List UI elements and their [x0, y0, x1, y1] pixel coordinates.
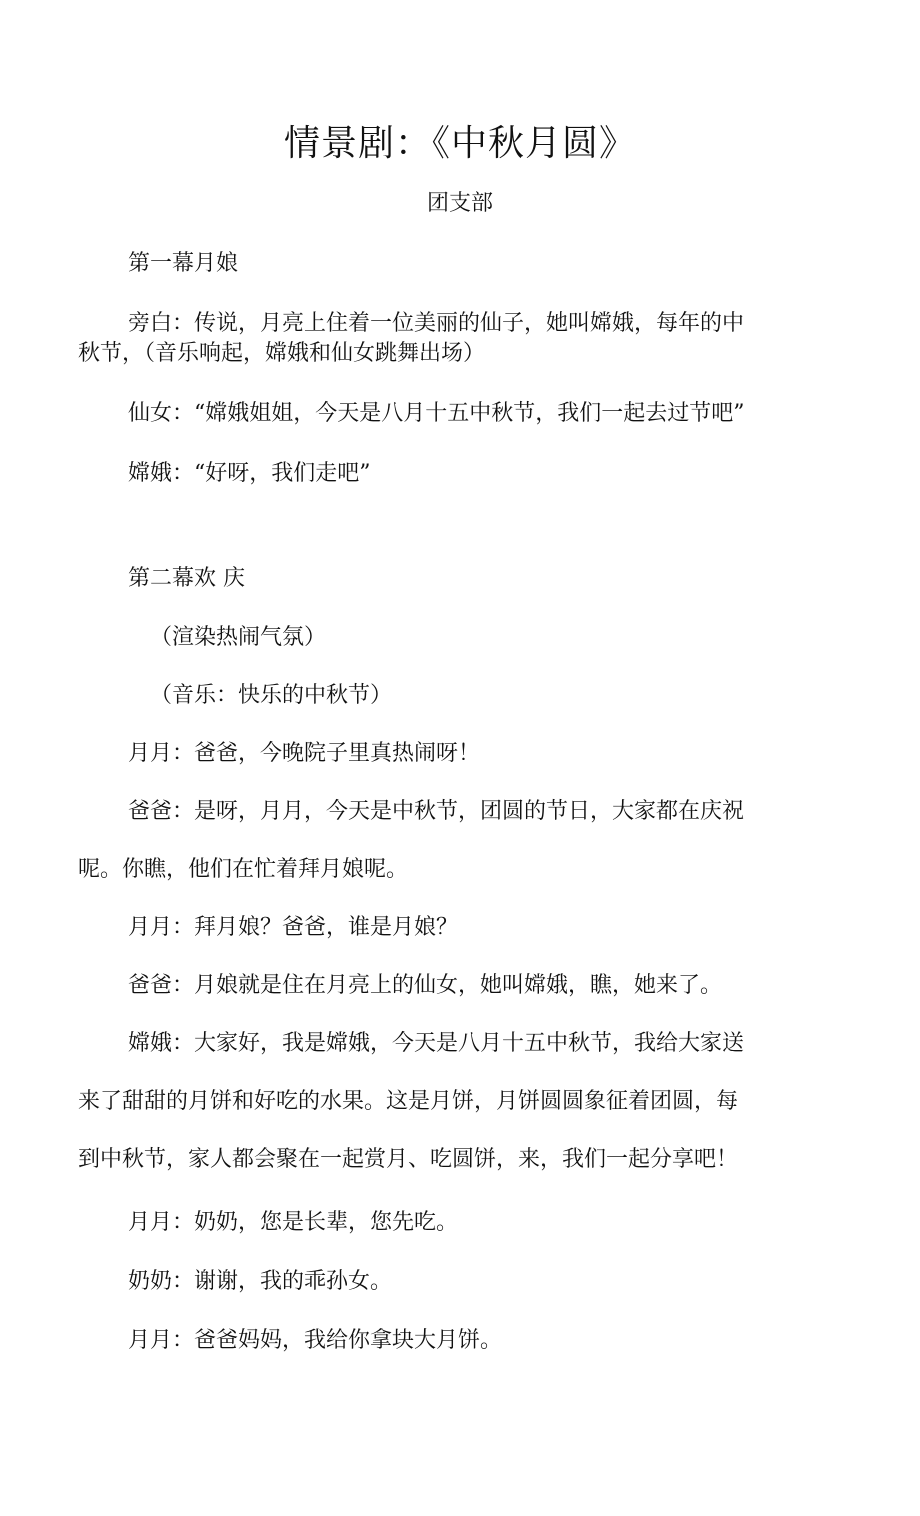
paragraph-line: 旁白：传说，月亮上住着一位美丽的仙子，她叫嫦娥，每年的中	[128, 311, 745, 336]
paragraph-line: 嫦娥：“好呀，我们走吧”	[128, 461, 371, 486]
paragraph-line: 爸爸：是呀，月月，今天是中秋节，团圆的节日，大家都在庆祝	[128, 799, 745, 824]
paragraph-line: 月月：奶奶，您是长辈，您先吃。	[128, 1210, 459, 1235]
paragraph-line: 月月：拜月娘？爸爸，谁是月娘？	[128, 915, 459, 940]
paragraph-line: 仙女：“嫦娥姐姐，今天是八月十五中秋节，我们一起去过节吧”	[128, 401, 745, 426]
document-author: 团支部	[426, 191, 493, 216]
act-heading: 第一幕月娘	[128, 251, 239, 276]
paragraph-line: 秋节，（音乐响起，嫦娥和仙女跳舞出场）	[78, 341, 486, 366]
paragraph-line: 月月：爸爸妈妈，我给你拿块大月饼。	[128, 1328, 503, 1353]
stage-direction: （渲染热闹气氛）	[150, 625, 327, 650]
paragraph-line: 月月：爸爸，今晚院子里真热闹呀！	[128, 741, 481, 766]
paragraph-line: 嫦娥：大家好，我是嫦娥，今天是八月十五中秋节，我给大家送	[128, 1031, 745, 1056]
paragraph-line: 到中秋节，家人都会聚在一起赏月、吃圆饼，来，我们一起分享吧！	[78, 1147, 739, 1172]
paragraph-line: 爸爸：月娘就是住在月亮上的仙女，她叫嫦娥，瞧，她来了。	[128, 973, 723, 998]
document-title: 情景剧：《中秋月圆》	[283, 123, 636, 164]
stage-direction: （音乐：快乐的中秋节）	[150, 683, 393, 708]
paragraph-line: 奶奶：谢谢，我的乖孙女。	[128, 1269, 393, 1294]
paragraph-line: 来了甜甜的月饼和好吃的水果。这是月饼，月饼圆圆象征着团圆，每	[78, 1089, 739, 1114]
act-heading: 第二幕欢 庆	[128, 566, 245, 591]
paragraph-line: 呢。你瞧，他们在忙着拜月娘呢。	[78, 857, 409, 882]
